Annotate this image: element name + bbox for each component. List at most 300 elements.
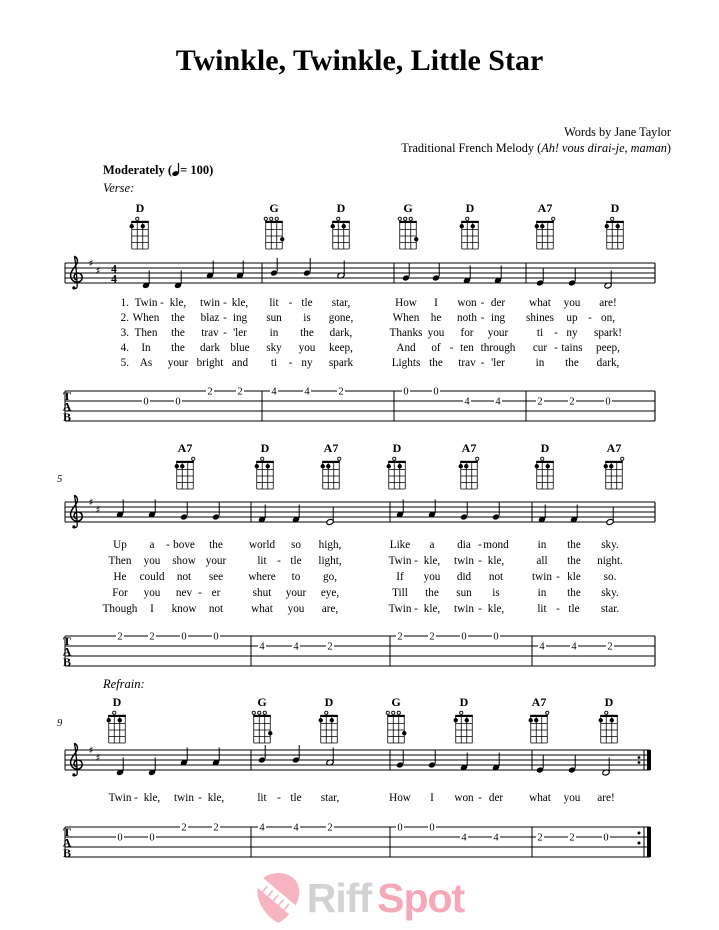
lyric-syllable: kle (567, 571, 581, 583)
lyric-syllable: If (396, 571, 404, 583)
lyric-syllable: ing (232, 312, 248, 324)
lyric-syllable: Twin (388, 555, 412, 567)
credit-words: Words by Jane Taylor (564, 125, 671, 139)
finger-dot (180, 464, 184, 468)
lyric-syllable: your (205, 555, 227, 567)
lyric-syllable: you (427, 327, 445, 339)
chord-name: D (392, 441, 402, 455)
lyric-hyphen: - (556, 571, 560, 583)
chord-diagram (535, 201, 555, 249)
lyric-syllable: kle, (169, 297, 187, 309)
note (492, 502, 500, 521)
measure-number: 5 (57, 474, 63, 485)
finger-dot (414, 237, 418, 241)
chord-name: A7 (531, 695, 547, 709)
lyric-syllable: go, (323, 571, 337, 583)
note (606, 507, 614, 526)
tab-fret-number: 4 (464, 396, 470, 408)
nut (176, 461, 194, 463)
lyric-line (112, 587, 619, 599)
lyric-syllable: der (490, 297, 506, 309)
lyric-syllable: In (141, 342, 151, 354)
nut (322, 461, 340, 463)
lyric-hyphen: - (478, 603, 482, 615)
nut (461, 221, 479, 223)
lyric-syllable: ti (536, 327, 544, 339)
lyric-hyphen: - (478, 539, 482, 551)
lyric-syllable: twin (174, 792, 194, 804)
nut (605, 461, 623, 463)
lyric-syllable: sun (266, 312, 282, 324)
note (292, 745, 300, 764)
lyric-syllable: sun (456, 587, 472, 599)
lyric-syllable: kle, (207, 792, 225, 804)
chord-name: D (336, 201, 346, 215)
lyric-syllable: 'ler (491, 357, 505, 369)
lyric-line (113, 571, 616, 583)
lyric-syllable: kle, (423, 603, 441, 615)
open-string-marker (338, 457, 341, 460)
chord-diagram (529, 695, 549, 743)
chord-name: A7 (323, 441, 339, 455)
lyric-syllable: on, (601, 312, 615, 324)
open-string-marker (460, 711, 463, 714)
lyric-syllable: der (488, 792, 504, 804)
open-string-marker (552, 217, 555, 220)
lyric-syllable: twin (532, 571, 552, 583)
lyric-syllable: the (425, 587, 439, 599)
measure-number: 9 (57, 718, 63, 729)
tab-fret-number: 2 (397, 631, 403, 643)
tab-fret-number: 2 (429, 631, 435, 643)
lyric-syllable: you (423, 571, 441, 583)
lyric-syllable: the (171, 327, 185, 339)
tab-fret-number: 2 (327, 822, 333, 834)
lyric-syllable: ti (270, 357, 278, 369)
chord-name: D (610, 201, 620, 215)
lyric-syllable: won (457, 297, 477, 309)
tab-repeat-thick-barline (647, 827, 651, 857)
finger-dot (529, 718, 533, 722)
open-string-marker (541, 457, 544, 460)
tab-fret-number: 4 (493, 832, 499, 844)
chord-diagram (331, 201, 350, 249)
chord-diagram (107, 695, 126, 743)
lyric-syllable: for (460, 327, 474, 339)
nut (600, 715, 618, 717)
chord-name: A7 (606, 441, 622, 455)
chord-diagram (264, 201, 284, 249)
lyric-line (103, 603, 620, 615)
chord-diagram (386, 695, 406, 743)
lyric-syllable: spark! (594, 327, 622, 339)
tab-fret-number: 2 (537, 396, 543, 408)
lyric-syllable: the (567, 555, 581, 567)
chord-name: D (540, 441, 550, 455)
lyric-syllable: you (143, 555, 161, 567)
clef-blob (72, 525, 75, 528)
chord-name: A7 (537, 201, 553, 215)
open-string-marker (392, 711, 395, 714)
time-signature-numerator: 4 (111, 263, 117, 276)
lyric-syllable: ny (566, 327, 578, 339)
lyric-syllable: are! (597, 792, 615, 804)
lyric-syllable: I (434, 297, 438, 309)
verse-number: 2. (120, 312, 129, 324)
lyric-syllable: the (567, 587, 581, 599)
lyric-syllable: eye, (320, 587, 340, 599)
lyric-syllable: How (389, 792, 411, 804)
lyric-syllable: in (537, 587, 547, 599)
lyric-syllable: he (430, 312, 442, 324)
tab-fret-number: 4 (293, 641, 299, 653)
lyric-syllable: through (480, 342, 516, 354)
chord-diagram (535, 441, 554, 489)
lyric-syllable: did (456, 571, 472, 583)
lyric-line (121, 297, 617, 309)
lyric-hyphen: - (223, 327, 227, 339)
tab-clef-letter: A (62, 835, 72, 850)
finger-dot (330, 718, 334, 722)
open-string-marker (192, 457, 195, 460)
note (326, 507, 334, 526)
lyric-syllable: I (150, 603, 154, 615)
lyric-line (121, 342, 621, 354)
finger-dot (605, 224, 609, 228)
watermark-spot: Spot (377, 874, 465, 921)
lyric-hyphen: - (277, 792, 281, 804)
finger-dot (465, 718, 469, 722)
lyric-syllable: you (563, 297, 581, 309)
lyric-line (121, 357, 620, 369)
open-string-marker (264, 217, 267, 220)
lyric-syllable: the (429, 357, 443, 369)
lyric-hyphen: - (223, 297, 227, 309)
tab-fret-number: 2 (338, 386, 344, 398)
finger-dot (459, 464, 463, 468)
lyric-syllable: star, (320, 792, 340, 804)
tab-fret-number: 2 (569, 832, 575, 844)
tab-fret-number: 4 (304, 386, 310, 398)
open-string-marker (261, 457, 264, 460)
open-string-marker (270, 217, 273, 220)
tab-fret-number: 0 (493, 631, 499, 643)
lyric-syllable: shines (526, 312, 554, 324)
finger-dot (319, 718, 323, 722)
note (428, 750, 436, 769)
chord-name: G (403, 201, 413, 215)
finger-dot (342, 224, 346, 228)
nut (320, 715, 338, 717)
clef-blob (72, 773, 75, 776)
finger-dot (141, 224, 145, 228)
lyric-hyphen: - (554, 342, 558, 354)
finger-dot (321, 464, 325, 468)
watermark-riff: Riff (306, 874, 372, 921)
chord-diagram (255, 441, 274, 489)
open-string-marker (404, 217, 407, 220)
lyric-syllable: And (396, 342, 416, 354)
credit-melody-italic: Ah! vous dirai-je, maman (541, 141, 667, 155)
lyric-syllable: Twin (134, 297, 158, 309)
note (536, 755, 544, 774)
tab-fret-number: 0 (175, 396, 181, 408)
lyric-syllable: where (248, 571, 276, 583)
lyric-syllable: When (392, 312, 420, 324)
lyric-hyphen: - (134, 792, 138, 804)
open-string-marker (409, 217, 412, 220)
tab-fret-number: 0 (213, 631, 219, 643)
finger-dot (616, 224, 620, 228)
finger-dot (546, 464, 550, 468)
note-head (606, 518, 614, 525)
lyric-hyphen: - (588, 312, 592, 324)
lyric-syllable: you (298, 342, 316, 354)
riffspot-watermark (255, 872, 464, 924)
finger-dot (540, 224, 544, 228)
lyric-line (121, 312, 616, 324)
lyric-syllable: and (231, 357, 249, 369)
tab-staff (63, 631, 655, 669)
lyric-syllable: not (488, 571, 504, 583)
chord-diagram (459, 441, 479, 489)
system-3 (57, 677, 651, 860)
chord-diagram (387, 441, 406, 489)
lyric-syllable: so. (603, 571, 617, 583)
finger-dot (387, 464, 391, 468)
lyric-syllable: Then (108, 555, 132, 567)
tab-fret-number: 2 (207, 386, 213, 398)
tab-fret-number: 0 (397, 822, 403, 834)
tab-fret-number: 4 (461, 832, 467, 844)
time-signature-denominator: 4 (111, 273, 117, 286)
system-1 (63, 181, 655, 424)
lyric-syllable: the (209, 539, 223, 551)
key-signature-sharp: ♯ (95, 504, 101, 516)
credit-melody-prefix: Traditional French Melody ( (401, 141, 542, 155)
open-string-marker (252, 711, 255, 714)
lyric-syllable: Up (113, 539, 127, 551)
lyric-syllable: lit (257, 555, 267, 567)
lyric-syllable: tains (561, 342, 583, 354)
chord-name: D (260, 441, 270, 455)
finger-dot (266, 464, 270, 468)
tab-fret-number: 0 (403, 386, 409, 398)
lyric-hyphen: - (480, 312, 485, 324)
lyric-syllable: For (112, 587, 128, 599)
lyric-syllable: Lights (391, 357, 421, 369)
lyric-syllable: lit (257, 792, 267, 804)
chord-diagram (604, 441, 624, 489)
lyric-syllable: twin (454, 555, 474, 567)
chord-name: D (604, 695, 614, 709)
chord-diagram (605, 201, 624, 249)
finger-dot (535, 224, 539, 228)
lyric-syllable: is (492, 587, 500, 599)
tab-clef-letter: B (62, 410, 72, 424)
chord-diagram (319, 695, 338, 743)
tab-fret-number: 0 (461, 631, 467, 643)
guitar-pick-icon (255, 872, 301, 924)
chord-diagram (398, 201, 418, 249)
lyric-syllable: you (563, 792, 581, 804)
verse-number: 1. (120, 297, 129, 309)
nut (388, 461, 406, 463)
lyric-syllable: ny (301, 357, 313, 369)
tab-fret-number: 2 (607, 641, 613, 653)
lyric-hyphen: - (480, 297, 485, 309)
lyric-syllable: Though (102, 603, 138, 615)
lyric-syllable: Thanks (389, 327, 423, 339)
lyric-syllable: in (537, 539, 547, 551)
lyric-syllable: When (132, 312, 160, 324)
finger-dot (471, 224, 475, 228)
finger-dot (331, 224, 335, 228)
lyric-syllable: up (566, 312, 578, 324)
lyric-syllable: kle, (231, 297, 249, 309)
lyric-syllable: mond (483, 539, 509, 551)
lyric-syllable: sky. (601, 587, 619, 599)
tab-clef-letter: T (62, 389, 72, 403)
lyric-syllable: you (143, 587, 161, 599)
lyric-syllable: a (149, 539, 155, 551)
lyric-syllable: the (567, 539, 581, 551)
lyric-syllable: what (251, 603, 273, 615)
note (180, 502, 188, 521)
key-signature-sharp: ♯ (95, 752, 101, 764)
note (402, 263, 410, 282)
nut (455, 715, 473, 717)
lyric-syllable: what (529, 297, 551, 309)
lyric-syllable: nev (175, 587, 193, 599)
lyric-syllable: you (287, 603, 305, 615)
verse-number: 4. (120, 342, 129, 354)
lyric-syllable: keep, (329, 342, 353, 354)
finger-dot (609, 464, 613, 468)
lyric-syllable: won (454, 792, 474, 804)
lyric-syllable: 'ler (233, 327, 247, 339)
lyric-syllable: in (535, 357, 545, 369)
lyric-syllable: lit (269, 297, 279, 309)
lyric-syllable: noth (457, 312, 477, 324)
lyric-syllable: the (171, 342, 185, 354)
note (270, 258, 278, 277)
finger-dot (454, 718, 458, 722)
lyric-syllable: bove (173, 539, 195, 551)
lyric-syllable: your (167, 357, 189, 369)
key-signature-sharp: ♯ (88, 745, 94, 757)
repeat-thick-barline (647, 750, 651, 770)
lyric-syllable: all (536, 555, 548, 567)
tab-fret-number: 0 (429, 822, 435, 834)
system-2 (57, 441, 655, 669)
lyric-syllable: As (139, 357, 153, 369)
lyric-syllable: in (269, 327, 279, 339)
lyric-syllable: Twin (388, 603, 412, 615)
tab-fret-number: 4 (259, 822, 265, 834)
note (432, 263, 440, 282)
open-string-marker (611, 217, 614, 220)
lyric-hyphen: - (166, 539, 170, 551)
tab-fret-number: 0 (433, 386, 439, 398)
chord-diagram (252, 695, 272, 743)
open-string-marker (621, 457, 624, 460)
lyric-syllable: twin (200, 297, 220, 309)
lyric-syllable: kle, (423, 555, 441, 567)
lyric-syllable: Twin (108, 792, 132, 804)
lyric-hyphen: - (223, 312, 227, 324)
lyric-syllable: trav (458, 357, 476, 369)
lyric-hyphen: - (449, 342, 454, 354)
note-head (326, 518, 334, 525)
nut (460, 461, 478, 463)
lyric-syllable: bright (196, 357, 224, 369)
lyric-syllable: tle (568, 603, 580, 615)
tab-fret-number: 0 (603, 832, 609, 844)
lyric-syllable: show (172, 555, 196, 567)
tab-clef-letter: A (62, 399, 72, 414)
note (303, 258, 311, 277)
verse-number: 3. (120, 327, 129, 339)
page-title: Twinkle, Twinkle, Little Star (175, 44, 544, 77)
finger-dot (604, 464, 608, 468)
lyric-syllable: star, (331, 297, 351, 309)
chord-name: A7 (177, 441, 193, 455)
nut (606, 221, 624, 223)
note (568, 755, 576, 774)
note (460, 502, 468, 521)
lyric-syllable: tle (290, 792, 302, 804)
open-string-marker (258, 711, 261, 714)
note (212, 502, 220, 521)
lyric-syllable: How (395, 297, 417, 309)
tab-fret-number: 4 (539, 641, 545, 653)
lyric-syllable: so (291, 539, 301, 551)
chord-name: G (391, 695, 401, 709)
tab-fret-number: 2 (537, 832, 543, 844)
chord-name: D (112, 695, 122, 709)
tempo-close-paren: ) (209, 163, 214, 177)
tempo-value: = 100 (180, 163, 210, 177)
lyric-syllable: the (171, 312, 185, 324)
tab-clef-letter: A (62, 644, 72, 659)
lyric-line (121, 327, 622, 339)
lyric-syllable: the (300, 327, 314, 339)
lyric-hyphen: - (554, 327, 558, 339)
lyric-syllable: He (113, 571, 127, 583)
lyric-syllable: sky (266, 342, 282, 354)
lyric-syllable: dark, (329, 327, 353, 339)
lyric-syllable: cur (532, 342, 548, 354)
section-label: Verse: (103, 181, 135, 195)
tab-fret-number: 2 (569, 396, 575, 408)
tab-clef-letter: T (62, 634, 72, 648)
lyric-syllable: tle (290, 555, 302, 567)
nut (253, 715, 271, 717)
lyric-syllable: kle, (487, 603, 505, 615)
repeat-dot (638, 761, 641, 764)
lyric-syllable: lit (537, 603, 547, 615)
tempo-open-paren: ( (167, 163, 173, 177)
tab-fret-number: 0 (143, 396, 149, 408)
lyric-syllable: gone, (328, 312, 354, 324)
lyric-hyphen: - (478, 792, 482, 804)
lyric-syllable: high, (318, 539, 342, 551)
tab-fret-number: 4 (271, 386, 277, 398)
lyric-syllable: trav (201, 327, 219, 339)
lyric-hyphen: - (288, 297, 293, 309)
lyric-hyphen: - (556, 603, 560, 615)
